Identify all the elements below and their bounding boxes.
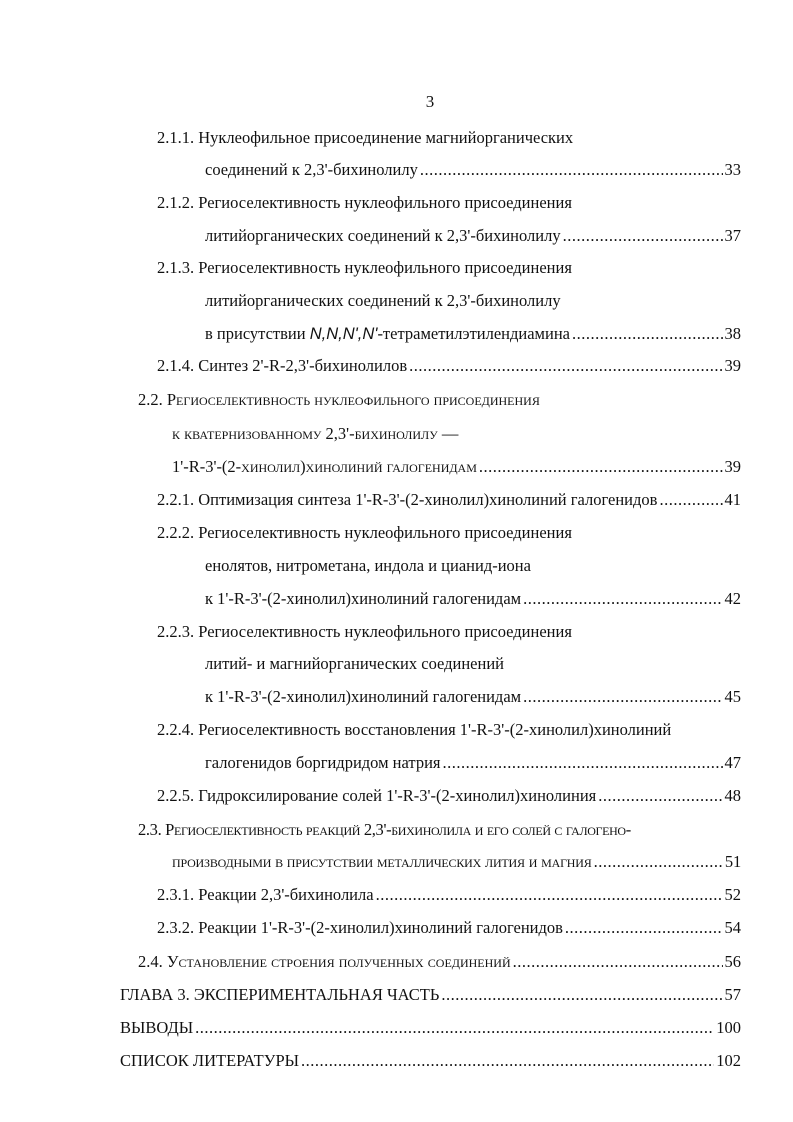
toc-page-ref: 54 bbox=[724, 918, 741, 937]
toc-entry-title: соединений к 2,3'-бихинолилу bbox=[205, 160, 418, 179]
toc-page-ref: 100 bbox=[716, 1018, 741, 1037]
toc-entry-title: Региоселективность нуклеофильного присоединения bbox=[198, 622, 572, 641]
toc-section-2-3[interactable] bbox=[172, 850, 741, 874]
toc-entry-2-1-3-line1 bbox=[157, 256, 572, 280]
toc-entry-2-1-3-line2 bbox=[205, 289, 561, 313]
dot-leader bbox=[523, 587, 722, 611]
italic-term: N,N,N',N' bbox=[309, 325, 378, 343]
dot-leader bbox=[563, 224, 723, 248]
toc-entry-title: 2.3.2. Реакции 1'-R-3'-(2-хинолил)хинолиний галогенидов bbox=[157, 918, 563, 937]
toc-entry-title: Региоселективность нуклеофильного присоединения bbox=[198, 523, 572, 542]
toc-entry-title: енолятов, нитрометана, индола и цианид-иона bbox=[205, 556, 531, 575]
toc-entry-title: литийорганических соединений к 2,3'-бихинолилу bbox=[205, 291, 561, 310]
toc-entry-title: в присутствии N,N,N',N'-тетраметилэтилендиамина bbox=[205, 324, 570, 343]
toc-entry-2-1-2[interactable] bbox=[205, 224, 741, 248]
dot-leader bbox=[572, 322, 723, 346]
toc-entry-title: 2.4. Установление строения полученных соединений bbox=[138, 952, 511, 971]
toc-page-ref: 39 bbox=[724, 457, 741, 476]
dot-leader bbox=[513, 950, 723, 974]
dot-leader bbox=[598, 784, 722, 808]
toc-entry-title: 2.2.5. Гидроксилирование солей 1'-R-3'-(2-хинолил)хинолиния bbox=[157, 786, 597, 805]
toc-entry-title: Региоселективность нуклеофильного присоединения bbox=[166, 390, 540, 409]
toc-entry-2-3-1[interactable] bbox=[157, 883, 741, 907]
toc-entry-number: 2.2. bbox=[138, 390, 163, 409]
toc-entry-title: к 1'-R-3'-(2-хинолил)хинолиний галогенидам bbox=[205, 687, 522, 706]
toc-entry-title: к 1'-R-3'-(2-хинолил)хинолиний галогенидам bbox=[205, 589, 522, 608]
toc-entry-title: Нуклеофильное присоединение магнийорганических bbox=[198, 128, 574, 147]
toc-entry-title: литий- и магнийорганических соединений bbox=[205, 654, 504, 673]
page-number: 3 bbox=[425, 92, 435, 111]
dot-leader bbox=[443, 751, 723, 775]
toc-entry-2-2-1[interactable] bbox=[157, 488, 741, 512]
toc-entry-title: Региоселективность реакций 2,3'-бихинолила и его солей с галогено- bbox=[165, 820, 631, 839]
toc-section-2-2-line2 bbox=[172, 422, 458, 446]
toc-page-ref: 37 bbox=[724, 226, 741, 245]
toc-entry-title: 1'-R-3'-(2-хинолил)хинолиний галогенидам bbox=[172, 457, 477, 476]
toc-entry-title: ВЫВОДЫ bbox=[120, 1018, 194, 1037]
toc-entry-number: 2.1.2. bbox=[157, 193, 195, 212]
toc-entry-2-2-4-line1 bbox=[157, 718, 671, 742]
toc-references[interactable] bbox=[120, 1049, 741, 1073]
toc-entry-title: к кватернизованному 2,3'-бихинолилу — bbox=[172, 424, 459, 443]
toc-entry-title: производными в присутствии металлических лития и магния bbox=[172, 852, 592, 871]
toc-entry-2-2-2-line2 bbox=[205, 554, 531, 578]
toc-entry-title: литийорганических соединений к 2,3'-бихинолилу bbox=[205, 226, 561, 245]
dot-leader bbox=[523, 685, 722, 709]
toc-page-ref: 56 bbox=[724, 952, 741, 971]
toc-entry-number: 2.2.3. bbox=[157, 622, 195, 641]
toc-page-ref: 102 bbox=[716, 1051, 741, 1070]
toc-section-2-2[interactable] bbox=[172, 455, 741, 479]
toc-entry-number: 2.1.1. bbox=[157, 128, 195, 147]
toc-entry-title: Региоселективность нуклеофильного присоединения bbox=[198, 258, 572, 277]
dot-leader bbox=[420, 158, 723, 182]
toc-entry-number: 2.3. bbox=[138, 820, 162, 839]
toc-entry-title: 2.2.1. Оптимизация синтеза 1'-R-3'-(2-хинолил)хинолиний галогенидов bbox=[157, 490, 658, 509]
toc-page-ref: 45 bbox=[724, 687, 741, 706]
dot-leader bbox=[301, 1049, 714, 1073]
toc-entry-title: 2.3.1. Реакции 2,3'-бихинолила bbox=[157, 885, 374, 904]
toc-entry-2-1-1-line1 bbox=[157, 126, 573, 150]
toc-entry-2-1-2-line1 bbox=[157, 191, 572, 215]
toc-chapter-3[interactable] bbox=[120, 983, 741, 1007]
toc-page-ref: 33 bbox=[724, 160, 741, 179]
toc-entry-title: 2.1.4. Синтез 2'-R-2,3'-бихинолилов bbox=[157, 356, 408, 375]
toc-entry-2-1-3[interactable] bbox=[205, 322, 741, 346]
dot-leader bbox=[409, 354, 722, 378]
toc-page-ref: 48 bbox=[724, 786, 741, 805]
toc-entry-title: Региоселективность восстановления 1'-R-3'-(2-хинолил)хинолиний bbox=[198, 720, 672, 739]
toc-entry-2-2-2-line1 bbox=[157, 521, 572, 545]
dot-leader bbox=[441, 983, 722, 1007]
toc-page-ref: 39 bbox=[724, 356, 741, 375]
toc-page-ref: 52 bbox=[724, 885, 741, 904]
toc-section-2-2-line1 bbox=[138, 388, 540, 412]
toc-entry-title: ГЛАВА 3. ЭКСПЕРИМЕНТАЛЬНАЯ ЧАСТЬ bbox=[120, 985, 440, 1004]
toc-section-2-3-line1 bbox=[138, 818, 631, 842]
toc-page-ref: 47 bbox=[724, 753, 741, 772]
toc-entry-2-1-4[interactable] bbox=[157, 354, 741, 378]
toc-page-ref: 57 bbox=[724, 985, 741, 1004]
toc-entry-title: Региоселективность нуклеофильного присоединения bbox=[198, 193, 572, 212]
dot-leader bbox=[565, 916, 723, 940]
toc-entry-2-3-2[interactable] bbox=[157, 916, 741, 940]
toc-entry-2-2-4[interactable] bbox=[205, 751, 741, 775]
toc-entry-number: 2.2.4. bbox=[157, 720, 195, 739]
toc-entry-title: галогенидов боргидридом натрия bbox=[205, 753, 441, 772]
toc-entry-2-2-3[interactable] bbox=[205, 685, 741, 709]
toc-entry-number: 2.1.3. bbox=[157, 258, 195, 277]
toc-entry-2-1-1[interactable] bbox=[205, 158, 741, 182]
dot-leader bbox=[195, 1016, 714, 1040]
toc-entry-title: СПИСОК ЛИТЕРАТУРЫ bbox=[120, 1051, 300, 1070]
toc-page-ref: 42 bbox=[724, 589, 741, 608]
toc-page-ref: 41 bbox=[724, 490, 741, 509]
dot-leader bbox=[479, 455, 723, 479]
toc-page-ref: 38 bbox=[724, 324, 741, 343]
toc-entry-2-2-2[interactable] bbox=[205, 587, 741, 611]
dot-leader bbox=[376, 883, 723, 907]
toc-entry-2-2-3-line1 bbox=[157, 620, 572, 644]
toc-entry-2-2-5[interactable] bbox=[157, 784, 741, 808]
toc-conclusions[interactable] bbox=[120, 1016, 741, 1040]
dot-leader bbox=[594, 850, 723, 874]
toc-page-ref: 51 bbox=[724, 852, 741, 871]
dot-leader bbox=[659, 488, 722, 512]
toc-entry-number: 2.2.2. bbox=[157, 523, 195, 542]
toc-entry-2-2-3-line2 bbox=[205, 652, 504, 676]
toc-section-2-4[interactable] bbox=[138, 950, 741, 974]
